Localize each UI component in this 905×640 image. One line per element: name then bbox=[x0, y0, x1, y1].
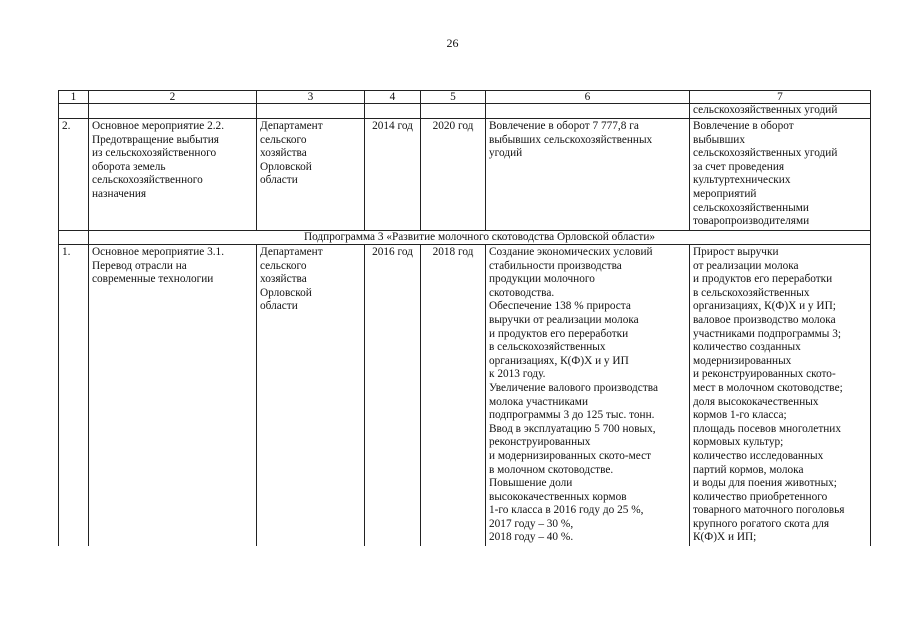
cell-line: количество исследованных bbox=[693, 449, 824, 462]
cell-line: угодий bbox=[489, 147, 523, 160]
cell-line: количество приобретенного bbox=[693, 490, 828, 503]
start-year-cell: 2014 год bbox=[365, 119, 421, 231]
cell-line: стабильности производства bbox=[489, 259, 622, 272]
cell-line: Департамент bbox=[260, 246, 323, 258]
cell-line: 1-го класса в 2016 году до 25 %, bbox=[489, 504, 644, 517]
column-header: 3 bbox=[257, 91, 365, 104]
indicator-cell bbox=[690, 119, 871, 231]
cell-line: мест в молочном скотоводстве; bbox=[693, 381, 843, 394]
cell-line: от реализации молока bbox=[693, 259, 799, 272]
cell-line: Основное мероприятие 2.2. bbox=[92, 120, 225, 132]
cell-line: сельскохозяйственных угодий bbox=[693, 147, 838, 160]
cell-line: Вовлечение в оборот 7 777,8 га bbox=[489, 120, 639, 132]
cell-line: модернизированных bbox=[693, 354, 792, 367]
table-cell bbox=[59, 231, 89, 245]
cell-line: культуртехнических bbox=[693, 174, 791, 187]
table-row bbox=[59, 119, 871, 231]
cell-line: и воды для поения животных; bbox=[693, 477, 837, 490]
column-header: 1 bbox=[59, 91, 89, 104]
cell-line: хозяйства bbox=[260, 147, 307, 160]
cell-line: к 2013 году. bbox=[489, 368, 546, 381]
table-cell bbox=[421, 104, 486, 119]
row-number-cell: 1. bbox=[59, 245, 89, 547]
activity-cell bbox=[89, 245, 257, 547]
cell-line: сельского bbox=[260, 133, 307, 146]
cell-line: участниками подпрограммы 3; bbox=[693, 327, 841, 340]
column-header: 4 bbox=[365, 91, 421, 104]
cell-line: сельскохозяйственными bbox=[693, 201, 809, 214]
cell-line: области bbox=[260, 174, 298, 187]
cell-line: кормов 1-го класса; bbox=[693, 409, 787, 422]
cell-line: доля высококачественных bbox=[693, 395, 819, 408]
cell-line: в молочном скотоводстве. bbox=[489, 463, 614, 476]
cell-line: кормовых культур; bbox=[693, 436, 784, 449]
indicator-cell: сельскохозяйственных угодий bbox=[690, 104, 871, 119]
column-header: 7 bbox=[690, 91, 871, 104]
cell-line: Прирост выручки bbox=[693, 246, 779, 258]
cell-line: Основное мероприятие 3.1. bbox=[92, 246, 225, 258]
result-cell bbox=[486, 119, 690, 231]
column-header: 6 bbox=[486, 91, 690, 104]
cell-line: товаропроизводителями bbox=[693, 215, 810, 228]
cell-line: в сельскохозяйственных bbox=[693, 286, 810, 299]
cell-line: и продуктов его переработки bbox=[693, 273, 833, 286]
page-number: 26 bbox=[446, 36, 459, 50]
cell-line: за счет проведения bbox=[693, 160, 785, 173]
cell-line: Ввод в эксплуатацию 5 700 новых, bbox=[489, 422, 656, 435]
row-number-cell: 2. bbox=[59, 119, 89, 231]
cell-line: 2017 году – 30 %, bbox=[489, 517, 574, 530]
table-row bbox=[59, 245, 871, 547]
cell-line: К(Ф)Х и ИП; bbox=[693, 531, 757, 544]
cell-line: и реконструированных ското- bbox=[693, 368, 836, 381]
cell-line: партий кормов, молока bbox=[693, 463, 804, 476]
cell-line: организациях, К(Ф)Х и у ИП bbox=[489, 354, 629, 367]
start-year-cell: 2016 год bbox=[365, 245, 421, 547]
cell-line: валовое производство молока bbox=[693, 313, 836, 326]
table-cell bbox=[257, 104, 365, 119]
cell-line: выручки от реализации молока bbox=[489, 313, 639, 326]
executor-cell bbox=[257, 245, 365, 547]
cell-line: мероприятий bbox=[693, 187, 757, 200]
cell-line: Орловской bbox=[260, 286, 312, 299]
cell-line: Повышение доли bbox=[489, 477, 573, 490]
cell-line: Предотвращение выбытия bbox=[92, 133, 219, 146]
cell-line: высококачественных кормов bbox=[489, 490, 627, 503]
cell-line: реконструированных bbox=[489, 436, 591, 449]
end-year-cell: 2018 год bbox=[421, 245, 486, 547]
cell-line: 2018 году – 40 %. bbox=[489, 531, 574, 544]
result-cell bbox=[486, 245, 690, 547]
cell-line: сельского bbox=[260, 259, 307, 272]
cell-line: назначения bbox=[92, 187, 147, 200]
subprogram-title: Подпрограмма 3 «Развитие молочного скотоводства Орловской области» bbox=[89, 231, 871, 245]
cell-line: хозяйства bbox=[260, 273, 307, 286]
cell-line: продукции молочного bbox=[489, 273, 595, 286]
end-year-cell: 2020 год bbox=[421, 119, 486, 231]
cell-line: Орловской bbox=[260, 160, 312, 173]
cell-line: организациях, К(Ф)Х и у ИП; bbox=[693, 300, 836, 313]
continuation-row bbox=[59, 104, 871, 119]
executor-cell bbox=[257, 119, 365, 231]
cell-line: товарного маточного поголовья bbox=[693, 504, 845, 517]
indicator-cell bbox=[690, 245, 871, 547]
activities-table bbox=[58, 90, 871, 546]
cell-line: молока участниками bbox=[489, 395, 589, 408]
table-cell bbox=[486, 104, 690, 119]
subprogram-row bbox=[59, 231, 871, 245]
cell-line: Увеличение валового производства bbox=[489, 381, 658, 394]
cell-line: Вовлечение в оборот bbox=[693, 120, 794, 132]
column-header: 2 bbox=[89, 91, 257, 104]
cell-line: подпрограммы 3 до 125 тыс. тонн. bbox=[489, 409, 655, 422]
cell-line: сельскохозяйственного bbox=[92, 174, 203, 187]
cell-line: и продуктов его переработки bbox=[489, 327, 629, 340]
cell-line: Создание экономических условий bbox=[489, 246, 653, 258]
cell-line: выбывших сельскохозяйственных bbox=[489, 133, 653, 146]
cell-line: крупного рогатого скота для bbox=[693, 517, 830, 530]
table-cell bbox=[89, 104, 257, 119]
cell-line: в сельскохозяйственных bbox=[489, 341, 606, 354]
cell-line: площадь посевов многолетних bbox=[693, 422, 841, 435]
cell-line: количество созданных bbox=[693, 341, 801, 354]
cell-line: выбывших bbox=[693, 133, 745, 146]
column-header: 5 bbox=[421, 91, 486, 104]
table-cell bbox=[59, 104, 89, 119]
table-cell bbox=[365, 104, 421, 119]
cell-line: области bbox=[260, 300, 298, 313]
column-number-row bbox=[59, 91, 871, 104]
cell-line: скотоводства. bbox=[489, 286, 555, 299]
activity-cell bbox=[89, 119, 257, 231]
cell-line: Обеспечение 138 % прироста bbox=[489, 300, 631, 313]
cell-line: современные технологии bbox=[92, 273, 214, 286]
cell-line: и модернизированных ското-мест bbox=[489, 449, 652, 462]
cell-line: из сельскохозяйственного bbox=[92, 147, 217, 160]
cell-line: оборота земель bbox=[92, 160, 166, 173]
cell-line: Перевод отрасли на bbox=[92, 259, 187, 272]
cell-line: Департамент bbox=[260, 120, 323, 132]
